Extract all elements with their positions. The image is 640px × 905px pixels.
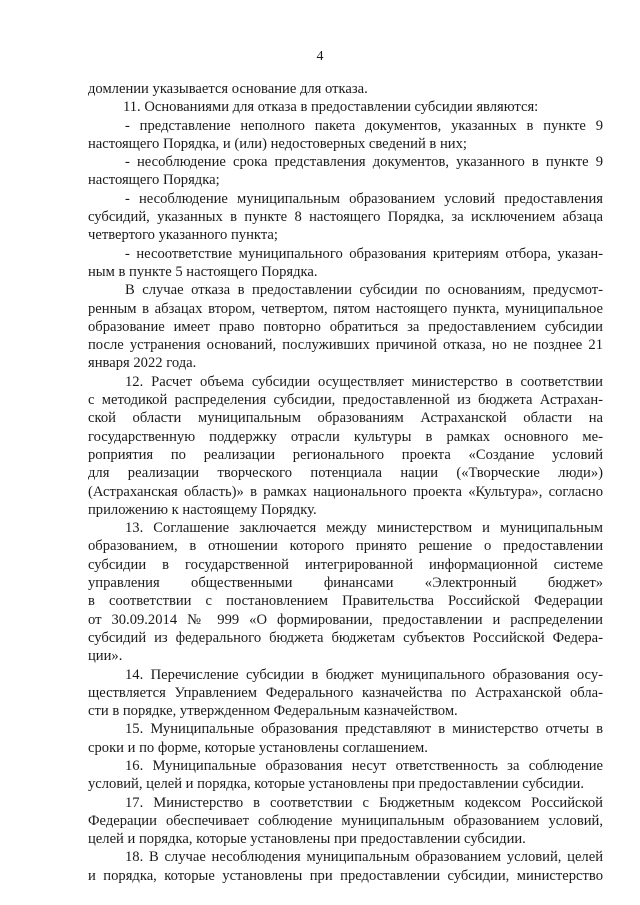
paragraph	[88, 153, 603, 190]
text-line: (Астраханская область)» в рамках национального проекта «Культура», согласно	[88, 483, 603, 500]
text-line: 18. В случае несоблюдения муниципальным образованием условий, целей	[125, 849, 603, 866]
paragraph	[88, 245, 603, 282]
text-line: настоящего Порядка;	[88, 172, 220, 189]
text-line: ской области муниципальным образованиям Астраханской области на	[88, 410, 603, 427]
paragraph	[88, 190, 603, 245]
text-line: субсидии в государственной интегрированной информационной системе	[88, 556, 603, 573]
text-line: сроки и по форме, которые установлены соглашением.	[88, 739, 428, 756]
text-line: - несоблюдение срока представления документов, указанного в пункте 9	[125, 154, 603, 171]
paragraph	[88, 98, 603, 116]
text-line: января 2022 года.	[88, 355, 197, 372]
text-line: ществляется Управлением Федерального казначейства по Астраханской обла-	[88, 684, 603, 701]
text-line: субсидий из федерального бюджета бюджетам субъектов Российской Федера-	[88, 629, 603, 646]
text-line: сти в порядке, утвержденном Федеральным казначейством.	[88, 703, 458, 720]
text-line: настоящего Порядка, и (или) недостоверных сведений в них;	[88, 135, 467, 152]
text-line: целей и порядка, которые установлены при предоставлении субсидии.	[88, 831, 526, 848]
text-line: и порядка, которые установлены при предоставлении субсидии, министерство	[88, 867, 603, 884]
text-line: ным в пункте 5 настоящего Порядка.	[88, 263, 318, 280]
text-line: домлении указывается основание для отказа.	[88, 81, 368, 97]
text-line: 15. Муниципальные образования представляют в министерство отчеты в	[125, 721, 603, 738]
paragraph	[88, 519, 603, 665]
text-line: 12. Расчет объема субсидии осуществляет министерство в соответствии	[125, 373, 603, 390]
paragraph	[88, 80, 603, 98]
text-line: управления общественными финансами «Электронный бюджет»	[88, 575, 603, 592]
text-line: четвертого указанного пункта;	[88, 227, 278, 244]
text-line: после устранения оснований, послуживших причиной отказа, но не позднее 21	[88, 337, 603, 354]
paragraph	[88, 373, 603, 519]
text-line: 14. Перечисление субсидии в бюджет муниципального образования осу-	[125, 666, 603, 683]
text-line: В случае отказа в предоставлении субсидии по основаниям, предусмот-	[125, 282, 603, 299]
text-line: государственную поддержку отрасли культуры в рамках основного ме-	[88, 428, 603, 445]
paragraph	[88, 794, 603, 849]
text-line: - представление неполного пакета документов, указанных в пункте 9	[125, 117, 603, 134]
text-line: ренным в абзацах втором, четвертом, пятом настоящего пункта, муниципальное	[88, 300, 603, 317]
document-body	[88, 80, 603, 885]
text-line: - несоблюдение муниципальным образованием условий предоставления	[125, 190, 603, 207]
text-line: ции».	[88, 648, 123, 665]
text-line: 17. Министерство в соответствии с Бюджетным кодексом Российской	[125, 794, 603, 811]
text-line: для реализации творческого потенциала нации («Творческие люди»)	[88, 465, 603, 482]
paragraph	[88, 848, 603, 885]
text-line: приложению к настоящему Порядку.	[88, 501, 317, 518]
text-line: в соответствии с постановлением Правительства Российской Федерации	[88, 593, 603, 610]
text-line: 11. Основаниями для отказа в предоставлении субсидии являются:	[123, 99, 539, 116]
paragraph	[88, 117, 603, 154]
text-line: субсидий, указанных в пункте 8 настоящего Порядка, за исключением абзаца	[88, 209, 603, 226]
text-line: роприятия по реализации регионального проекта «Создание условий	[88, 446, 603, 463]
text-line: Федерации обеспечивает соблюдение муниципальным образованием условий,	[88, 812, 603, 829]
paragraph	[88, 757, 603, 794]
text-line: образование имеет право повторно обратиться за предоставлением субсидии	[88, 318, 603, 335]
text-line: образованием, в отношении которого принято решение о предоставлении	[88, 538, 603, 555]
paragraph	[88, 666, 603, 721]
text-line: от 30.09.2014 № 999 «О формировании, предоставлении и распределении	[88, 611, 603, 628]
text-line: условий, целей и порядка, которые установлены при предоставлении субсидии.	[88, 776, 584, 793]
text-line: - несоответствие муниципального образования критериям отбора, указан-	[125, 245, 603, 262]
paragraph	[88, 720, 603, 757]
text-line: с методикой распределения субсидии, предоставленной из бюджета Астрахан-	[88, 392, 603, 409]
text-line: 16. Муниципальные образования несут ответственность за соблюдение	[125, 757, 603, 774]
page-number: 4	[316, 49, 324, 64]
text-line: 13. Соглашение заключается между министерством и муниципальным	[125, 520, 603, 537]
paragraph	[88, 281, 603, 372]
